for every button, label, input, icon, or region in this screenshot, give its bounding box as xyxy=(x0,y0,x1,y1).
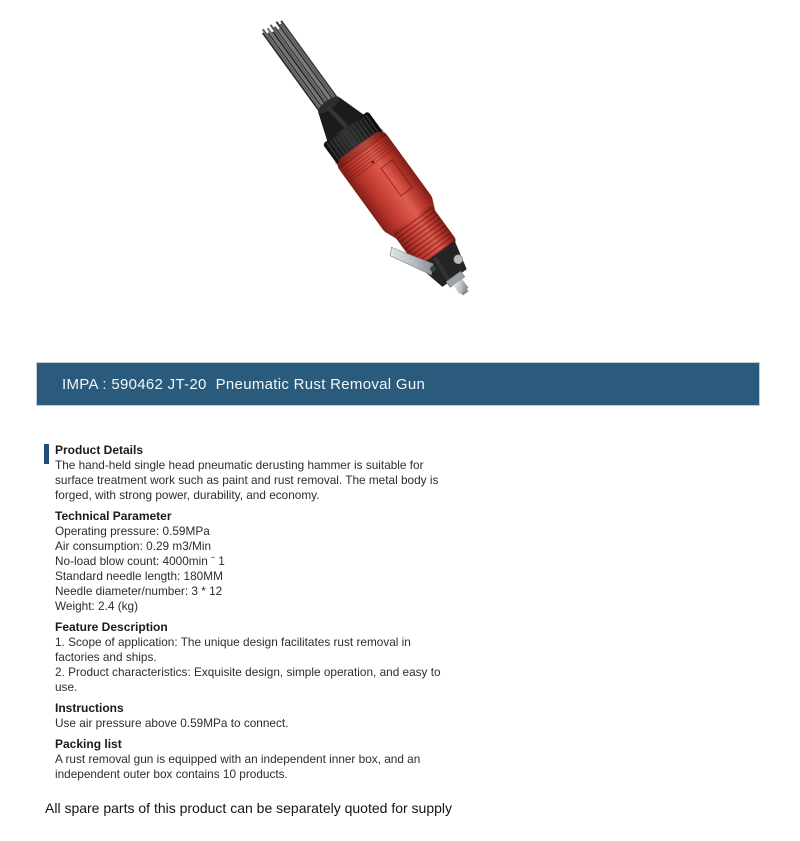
text-line: A rust removal gun is equipped with an independent inner box, and an xyxy=(55,752,421,766)
section-heading: Feature Description xyxy=(55,620,168,634)
text-line: 2. Product characteristics: Exquisite design, simple operation, and easy to xyxy=(55,665,441,679)
text-line: Operating pressure: 0.59MPa xyxy=(55,524,210,538)
text-line: Needle diameter/number: 3 * 12 xyxy=(55,584,223,598)
text-line: Weight: 2.4 (kg) xyxy=(55,599,139,613)
section-feature-description xyxy=(55,620,800,695)
section-heading: Technical Parameter xyxy=(55,509,172,523)
pneumatic-needle-scaler-photo xyxy=(205,0,585,350)
product-info xyxy=(0,443,800,788)
product-title: IMPA : 590462 JT-20 Pneumatic Rust Removal Gun xyxy=(62,375,426,393)
section-heading: Product Details xyxy=(55,443,144,457)
text-line: Air consumption: 0.29 m3/Min xyxy=(55,539,212,553)
section-product-details xyxy=(55,443,800,503)
text-line: use. xyxy=(55,680,78,694)
section-heading: Packing list xyxy=(55,737,122,751)
section-heading: Instructions xyxy=(55,701,124,715)
text-line: forged, with strong power, durability, and economy. xyxy=(55,488,320,502)
text-line: The hand-held single head pneumatic derusting hammer is suitable for xyxy=(55,458,424,472)
section-instructions xyxy=(55,701,800,731)
text-line: 1. Scope of application: The unique design facilitates rust removal in xyxy=(55,635,411,649)
section-technical-parameter xyxy=(55,509,800,614)
section-packing-list xyxy=(55,737,800,782)
product-title-banner xyxy=(36,362,760,406)
text-line: independent outer box contains 10 products. xyxy=(55,767,288,781)
accent-bar xyxy=(44,444,49,464)
product-photo-area xyxy=(0,0,800,350)
text-line: factories and ships. xyxy=(55,650,157,664)
text-line: Standard needle length: 180MM xyxy=(55,569,223,583)
text-line: No-load blow count: 4000min ˉ 1 xyxy=(55,554,225,568)
text-line: Use air pressure above 0.59MPa to connect. xyxy=(55,716,289,730)
spare-parts-note: All spare parts of this product can be separately quoted for supply xyxy=(45,800,453,816)
text-line: surface treatment work such as paint and rust removal. The metal body is xyxy=(55,473,439,487)
